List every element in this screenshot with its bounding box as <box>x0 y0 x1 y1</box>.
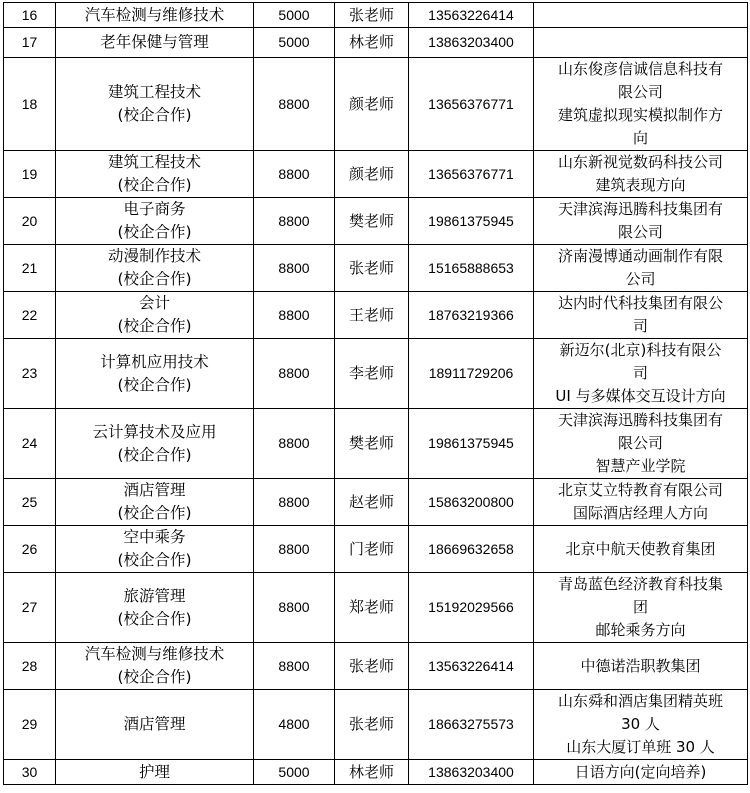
teacher-cell: 李老师 <box>335 339 409 409</box>
major-line: (校企合作) <box>117 375 192 394</box>
partner-cell <box>534 245 748 292</box>
partner-line: 新迈尔(北京)科技有限公 <box>559 341 722 359</box>
partner-line: 山东新视觉数码科技公司 <box>557 153 723 171</box>
partner-line: 建筑表现方向 <box>595 176 686 194</box>
major-line: 空中乘务 <box>123 528 186 546</box>
phone-cell: 19861375945 <box>409 409 534 479</box>
major-cell <box>56 245 254 292</box>
major-line: 酒店管理 <box>123 715 186 733</box>
partner-cell <box>534 28 748 58</box>
table-row <box>4 28 748 58</box>
teacher-cell: 林老师 <box>335 28 409 58</box>
row-number-cell: 16 <box>4 3 56 28</box>
partner-line: 青岛蓝色经济教育科技集 <box>557 575 723 593</box>
table-row <box>4 339 748 409</box>
partner-line: 济南漫博通动画制作有限 <box>557 247 723 265</box>
teacher-cell: 门老师 <box>335 526 409 573</box>
table-body <box>4 3 748 785</box>
major-line: 汽车检测与维修技术 <box>84 645 225 663</box>
table-row <box>4 151 748 198</box>
phone-cell: 13656376771 <box>409 58 534 151</box>
phone-cell: 18763219366 <box>409 292 534 339</box>
partner-line: 中德诺浩职教集团 <box>580 656 701 675</box>
partner-cell <box>534 339 748 409</box>
partner-line: 限公司 <box>617 223 663 241</box>
row-number-cell: 19 <box>4 151 56 198</box>
partner-line: 日语方向(定向培养) <box>574 762 707 781</box>
major-line: 汽车检测与维修技术 <box>84 5 225 24</box>
partner-line: 天津滨海迅腾科技集团有 <box>557 200 723 218</box>
table-row <box>4 760 748 785</box>
major-cell <box>56 339 254 409</box>
partner-cell <box>534 58 748 151</box>
major-cell <box>56 526 254 573</box>
fee-cell: 8800 <box>254 339 335 409</box>
major-line: 云计算技术及应用 <box>92 422 217 441</box>
row-number-cell: 23 <box>4 339 56 409</box>
major-line: (校企合作) <box>117 445 192 464</box>
row-number-cell: 24 <box>4 409 56 479</box>
partner-line: 山东舜和酒店集团精英班 <box>557 692 723 710</box>
major-line: 建筑工程技术 <box>107 153 201 171</box>
fee-cell: 8800 <box>254 58 335 151</box>
table-row <box>4 690 748 760</box>
major-line: 会计 <box>138 294 170 312</box>
teacher-cell: 张老师 <box>335 245 409 292</box>
fee-cell: 8800 <box>254 643 335 690</box>
fee-cell: 8800 <box>254 292 335 339</box>
partner-line: 山东俊彦信诚信息科技有 <box>557 60 723 78</box>
major-cell <box>56 3 254 28</box>
partner-line: 智慧产业学院 <box>595 457 686 475</box>
major-line: 电子商务 <box>123 200 186 218</box>
partner-cell <box>534 409 748 479</box>
partner-line: 天津滨海迅腾科技集团有 <box>557 411 723 429</box>
phone-cell: 18911729206 <box>409 339 534 409</box>
fee-cell: 8800 <box>254 409 335 479</box>
table-row <box>4 245 748 292</box>
teacher-cell: 张老师 <box>335 643 409 690</box>
teacher-cell: 樊老师 <box>335 409 409 479</box>
major-line: 建筑工程技术 <box>107 83 201 101</box>
table-row <box>4 198 748 245</box>
phone-cell: 13563226414 <box>409 643 534 690</box>
partner-line: 达内时代科技集团有限公 <box>557 294 723 312</box>
fee-cell: 8800 <box>254 526 335 573</box>
partner-line: UI 与多媒体交互设计方向 <box>555 387 726 405</box>
major-cell <box>56 479 254 526</box>
phone-cell: 15165888653 <box>409 245 534 292</box>
table-row <box>4 3 748 28</box>
teacher-cell: 林老师 <box>335 760 409 785</box>
table-row <box>4 479 748 526</box>
partner-line: 团 <box>632 598 648 616</box>
table-row <box>4 526 748 573</box>
table-row <box>4 409 748 479</box>
fee-cell: 5000 <box>254 28 335 58</box>
major-cell <box>56 292 254 339</box>
teacher-cell: 颜老师 <box>335 151 409 198</box>
major-line: (校企合作) <box>117 223 192 241</box>
major-cell <box>56 643 254 690</box>
row-number-cell: 26 <box>4 526 56 573</box>
row-number-cell: 22 <box>4 292 56 339</box>
major-cell <box>56 198 254 245</box>
partner-line: 30 人 <box>621 715 660 733</box>
major-line: (校企合作) <box>117 504 192 522</box>
partner-cell <box>534 3 748 28</box>
phone-cell: 15192029566 <box>409 573 534 643</box>
partner-line: 北京中航天使教育集团 <box>565 539 716 558</box>
table-row <box>4 573 748 643</box>
fee-cell: 8800 <box>254 245 335 292</box>
major-line: 老年保健与管理 <box>100 33 209 51</box>
fee-cell: 8800 <box>254 151 335 198</box>
partner-line: 北京艾立特教育有限公司 <box>557 481 723 499</box>
major-line: (校企合作) <box>117 270 192 288</box>
partner-line: 山东大厦订单班 30 人 <box>566 738 715 756</box>
phone-cell: 13863203400 <box>409 760 534 785</box>
major-line: (校企合作) <box>117 668 192 686</box>
partner-cell <box>534 198 748 245</box>
partner-line: 限公司 <box>617 83 663 101</box>
partner-line: 国际酒店经理人方向 <box>572 504 708 522</box>
major-cell <box>56 760 254 785</box>
fee-cell: 8800 <box>254 198 335 245</box>
major-cell <box>56 58 254 151</box>
row-number-cell: 27 <box>4 573 56 643</box>
major-line: (校企合作) <box>117 551 192 569</box>
major-line: (校企合作) <box>117 176 192 194</box>
major-line: 酒店管理 <box>123 481 186 499</box>
teacher-cell: 王老师 <box>335 292 409 339</box>
partner-line: 向 <box>632 129 648 147</box>
major-cell <box>56 28 254 58</box>
partner-cell <box>534 292 748 339</box>
teacher-cell: 张老师 <box>335 690 409 760</box>
row-number-cell: 20 <box>4 198 56 245</box>
partner-line: 邮轮乘务方向 <box>595 621 686 639</box>
major-line: 计算机应用技术 <box>100 352 209 371</box>
major-line: 动漫制作技术 <box>107 247 201 265</box>
fee-cell: 8800 <box>254 573 335 643</box>
partner-line: 建筑虚拟现实模拟制作方 <box>557 106 723 124</box>
row-number-cell: 28 <box>4 643 56 690</box>
partner-cell <box>534 479 748 526</box>
table-row <box>4 58 748 151</box>
phone-cell: 13656376771 <box>409 151 534 198</box>
table-row <box>4 643 748 690</box>
phone-cell: 19861375945 <box>409 198 534 245</box>
teacher-cell: 樊老师 <box>335 198 409 245</box>
teacher-cell: 赵老师 <box>335 479 409 526</box>
enrollment-table <box>3 2 748 785</box>
major-line: (校企合作) <box>117 317 192 335</box>
table-row <box>4 292 748 339</box>
partner-cell <box>534 526 748 573</box>
fee-cell: 5000 <box>254 760 335 785</box>
partner-line: 司 <box>632 317 648 335</box>
row-number-cell: 25 <box>4 479 56 526</box>
partner-cell <box>534 760 748 785</box>
partner-line: 司 <box>632 364 648 382</box>
teacher-cell: 张老师 <box>335 3 409 28</box>
row-number-cell: 29 <box>4 690 56 760</box>
fee-cell: 4800 <box>254 690 335 760</box>
major-line: (校企合作) <box>117 609 192 628</box>
major-line: (校企合作) <box>117 106 192 124</box>
major-cell <box>56 573 254 643</box>
major-line: 护理 <box>138 762 170 781</box>
phone-cell: 18669632658 <box>409 526 534 573</box>
phone-cell: 13863203400 <box>409 28 534 58</box>
fee-cell: 5000 <box>254 3 335 28</box>
partner-line: 限公司 <box>617 434 663 452</box>
fee-cell: 8800 <box>254 479 335 526</box>
phone-cell: 15863200800 <box>409 479 534 526</box>
major-cell <box>56 690 254 760</box>
partner-cell <box>534 151 748 198</box>
row-number-cell: 21 <box>4 245 56 292</box>
major-cell <box>56 409 254 479</box>
row-number-cell: 17 <box>4 28 56 58</box>
partner-cell <box>534 643 748 690</box>
partner-cell <box>534 690 748 760</box>
row-number-cell: 18 <box>4 58 56 151</box>
partner-cell <box>534 573 748 643</box>
partner-line: 公司 <box>625 270 656 288</box>
teacher-cell: 颜老师 <box>335 58 409 151</box>
teacher-cell: 郑老师 <box>335 573 409 643</box>
phone-cell: 13563226414 <box>409 3 534 28</box>
major-line: 旅游管理 <box>123 586 186 605</box>
phone-cell: 18663275573 <box>409 690 534 760</box>
major-cell <box>56 151 254 198</box>
row-number-cell: 30 <box>4 760 56 785</box>
